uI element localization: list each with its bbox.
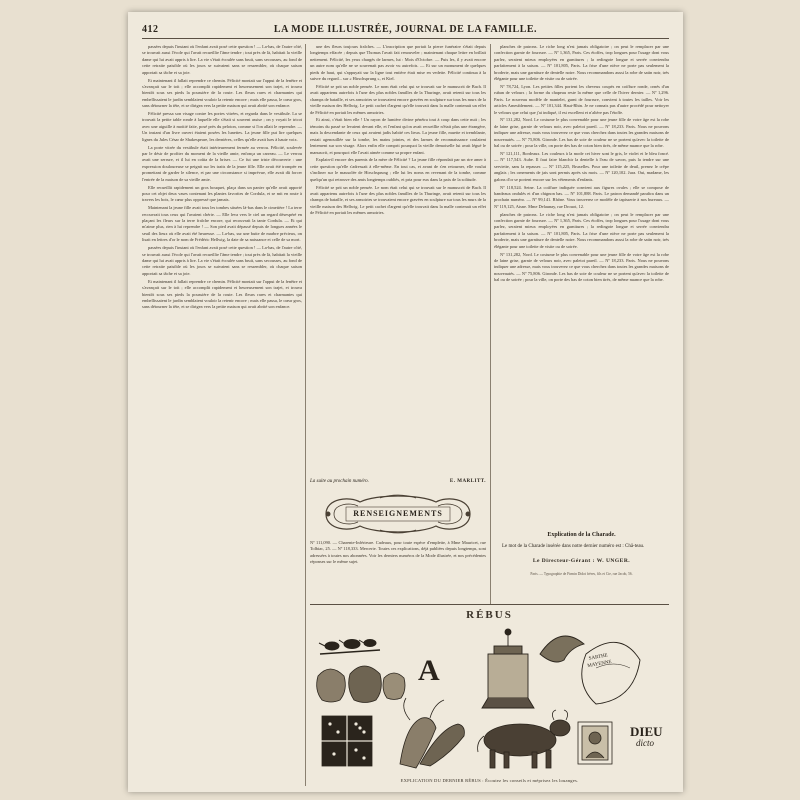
article-paragraph: Félicité se prit un noble pensée. Le nom était celui qui se trouvait sur le manuscrit de Bach. Il avait appartenu autrefois à l'une des plus nobles familles de la Thuringe, avait retenti sur tous les champs de bataille, et ses armoiries se trouvaient encore gravées en sculpture sur tous les murs de la vieille maison des Hellwig. Le petit cachet d'argent qu'elle trouvait dans la malle contenait un effet de Félicité en portait les mêmes armoiries. [310,83,486,115]
article-paragraph: Elle recueillit rapidement un gros bouquet, plaça dans un panier qu'elle avait apporté pour cet objet deux vases contenant les plantes favorites de Cordula, et se mit en route à travers les bois, le cœur plus oppressé que jamais. [142,184,302,203]
correspondence-column [494,44,669,556]
correspondence-paragraph: Nº 131,282, Nord. Le costume le plus convenable pour une jeune fille de votre âge est la robe de laine grise, garnie de velours noir, avec paletot pareil. — Nº 18,233. Paris. Nous ne pouvons indiquer une adresse, mais vous trouverez ce que vous cherchez dans toutes les grandes maisons de nouveautés. — Nº 75,806. Gironde. Les bas de soie de couleur ne se portent qu'avec la toilette de bal ou de soirée ; pour la ville, on porte des bas de coton bien tirés, de même nuance que la robe. [494,117,669,149]
rebus-dieu-word: DIEU [630,724,663,739]
article-signature [310,479,486,484]
director-line [494,558,669,565]
rebus-illustration [310,624,669,774]
portrait-icon [578,722,612,764]
rebus-drawing [310,624,669,774]
lamp-icon [482,629,534,708]
running-title: LA MODE ILLUSTRÉE, JOURNAL DE LA FAMILLE. [273,23,538,35]
renseignements-title: RENSEIGNEMENTS [353,508,443,518]
director-name: Le Directeur-Gérant : W. UNGER. [532,558,631,564]
rebus-letter: A [418,654,440,687]
article-paragraph: passées depuis l'instant où l'enfant avait posé cette question ! — La-bas, de l'autre côté, se trouvait aussi l'école qui l'avait recueillie l'âme tendre ; tout près de là, habitait la vieille dame qui lui avait appris à lire. La vie s'était écoulée sans bruit, sans secousses, au fond de cette retraite paisible où les jours se suivaient sans se ressembler, où chaque saison apportait sa tâche et sa joie. [142,44,302,75]
continued-note: La suite au prochain numéro. [310,479,369,484]
article-paragraph: La porte vitrée du vestibule était intérieurement fermée au verrou. Félicité, soulevée par le désir de profiter du moment de la vieille amie, enfonça un carreau. — Le verrou avait une serrure, et il lui en coûta de la briser. — Ce fut une triste découverte : une expression douloureuse se peignit sur les traits de la jeune fille. Elle avait été trompée en promettant de garder le silence, et par une circonstance si imprévue, elle avait dû forcer l'entrée de la maison de sa vieille amie. [142,144,302,182]
article-column-left [142,44,302,786]
author-name: E. MARLITT. [449,479,486,484]
article-paragraph: Et maintenant il fallait reprendre ce chemin. Félicité montait sur l'appui de la fenêtre et s'avançait sur le toit ; elle accomplit rapidement et heureusement son trajet, et trouva bientôt sous ses pieds la poussière de la route. Les fleurs rares et charmantes qui embellissaient le jardin semblaient vouloir la retenir encore ; mais elle passa, le cœur gros, sans détourner la tête, et se dirigea vers la petite maison qui avait abrité son enfance. [142,278,302,310]
charade-title: Explication de la Charade. [547,532,616,538]
charade-explanation [494,532,669,578]
article-paragraph: Et maintenant il fallait reprendre ce chemin. Félicité montait sur l'appui de la fenêtre et s'avançait sur le toit ; elle accomplit rapidement et heureusement son trajet, et trouva bientôt sous ses pieds la poussière de la route. Les fleurs rares et charmantes qui embellissaient le jardin semblaient vouloir la retenir encore ; mais elle passa, le cœur gros, sans détourner la tête, et se dirigea vers la petite maison qui avait abrité son enfance. [142,77,302,109]
section-divider [310,604,669,605]
article-paragraph: passées depuis l'instant où l'enfant avait posé cette question ! — La-bas, de l'autre côté, se trouvait aussi l'école qui l'avait recueillie l'âme tendre ; tout près de là, habitait la vieille dame qui lui avait appris à lire. La vie s'était écoulée sans bruit, sans secousses, au fond de cette retraite paisible où les jours se suivaient sans se ressembler, où chaque saison apportait sa tâche et sa joie. [142,245,302,276]
article-paragraph: Maintenant la jeune fille avait tous les tombes situées là-bas dans le cimetière ! La terre recouvrait tous ceux qui l'avaient chérie. — Elle leva vers le ciel un regard désespéré en plaçant les fleurs sur la terre fraîche encore, qui recouvrait la tante Cordula. — Et qui m'aime plus, rien à lui reprendre ! — Son pied avait dépassé depuis de longues années le seuil des lieux où elle avait été heureuse. — La-bas, sur une butte de marbre précieux, on lisait en lettres d'or le nom de Frédéric Hellwig, la date de sa naissance et celle de sa mort. [142,205,302,243]
article-paragraph: une des fleurs toujours fraîches. — L'inscription que portait la pierre funéraire s'était depuis longtemps effacée ; depuis que Thomas l'avait fait renouveler ; maintenant chaque lettre en brillait nettement. Félicité, les yeux chargés de larmes, lut : Mois d'Octobre. — Puis les, il y avait encore un autre nom qu'elle ne se souvenait pas avoir vu autrefois. — Et sur un monument de quelques pieds de haut, qui s'appuyait sur la ligne tout entière était mise en vedette. Félicité continua à la suivre du regard... sur « Hirschsprung », et Kiel. [310,44,486,82]
birds-icon [319,640,380,655]
rebus-caption: EXPLICATION DU DERNIER RÉBUS : Écoutez les conseils et méprisez les louanges. [400,778,579,783]
column-divider [490,44,491,604]
correspondence-paragraph: Nº 121,111, Bordeaux. Les couleurs à la mode cet hiver sont le gris, le violet et le bleu foncé. — Nº 117,543. Aube. Il faut faire blanchir la dentelle à l'eau de savon, puis la tendre sur une serviette, sans la repasser. — Nº 115,225, Bruxelles. Pour une toilette de deuil, prenez le crêpe anglais ; les ornements de jais sont permis après six mois. — Nº 120,102. Jura. Oui, madame, les galons d'or se portent encore sur les vêtements d'enfants. [494,151,669,182]
renseignements-banner [320,492,476,536]
running-header [142,20,669,39]
plant-icon [400,698,464,768]
article-column-middle [310,44,486,504]
article-paragraph: Explain-il encore des parents de la mère de Félicité ? La jeune fille répondait par un rire amer à cette question qu'elle s'adressait à elle-même. En tout cas, et avant de s'en retourner, elle voulut s'incliner sur le mausolée de Hirschsprung ; elle lut les noms en revenant de la tombe, comme quelqu'un qui retrouve des amis longtemps oubliés, et pria pour eux dans la paix de la solitude. [310,157,486,182]
sacks-icon [317,666,405,703]
printer-line: Paris. — Typographie de Firmin Didot frères, fils et Cie, rue Jacob, 56. [530,572,633,576]
correspondence-paragraph: Nº 131,282, Nord. Le costume le plus convenable pour une jeune fille de votre âge est la robe de laine grise, garnie de velours noir, avec paletot pareil. — Nº 18,233. Paris. Nous ne pouvons indiquer une adresse, mais vous trouverez ce que vous cherchez dans toutes les grandes maisons de nouveautés. — Nº 75,806. Gironde. Les bas de soie de couleur ne se portent qu'avec la toilette de bal ou de soirée ; pour la ville, on porte des bas de coton bien tirés, de même nuance que la robe. [494,251,669,283]
correspondence-paragraph: planches de patrons. Le riche long n'est jamais obligatoire ; on peut le remplacer par une confection garnie de fourrure. — Nº 1,365, Paris. Ces étoffes, trop longues pour l'usage dont vous parlez, seraient mieux employées en garnitures ; la redingote longue et serrée conviendra parfaitement à la saison. — Nº 101,805, Paris. La frise d'une nièce ne porte pas seulement la broderie, mais une garniture de dentelle noire. Nous recommandons aussi la robe de satin noir, très élégante pour une toilette de visite ou de soirée. [494,44,669,82]
charade-text: Le mot de la Charade insérée dans notre dernier numéro est : Châ-teau. [502,544,645,549]
renseignements-text: Nº 111,090. — Charente-Inférieure. Cadeaux, pour toute espèce d'emplette, à Mme Mauricet, rue Tolbiac, 25. — Nº 118,333. Mercerie. Toutes ces explications, déjà publiées depuis longtemps, sont adressées à toutes nos abonnées. Voir les derniers numéros de la Mode illustrée, et nos précédentes réponses sur le même sujet. [310,540,486,565]
correspondence-paragraph: Nº 78,724, Lyon. Les petites filles portent les cheveux coupés en coiffure ronde, ornés d'un ruban de velours ; la forme du chapeau reste la même que celle de l'hiver dernier. — Nº 1,296. Paris. Le nouveau modèle de mantelet, garni de fourrure, convient à toutes les tailles. Voir les articles Ameublement. — Nº 101,344. Haut-Rhin. Je ne connais pas d'autre procédé pour nettoyer le velours que celui que j'ai indiqué, il est excellent et n'altère pas l'étoffe. [494,83,669,115]
page-number: 412 [142,23,159,35]
rebus-title: RÉBUS [466,609,513,621]
article-paragraph: Félicité se prit un noble pensée. Le nom était celui qui se trouvait sur le manuscrit de Bach. Il avait appartenu autrefois à l'une des plus nobles familles de la Thuringe, avait retenti sur tous les champs de bataille, et ses armoiries se trouvaient encore gravées en sculpture sur tous les murs de la vieille maison des Hellwig. Le petit cachet d'argent qu'elle trouvait dans la malle contenait un effet de Félicité en portait les mêmes armoiries. [310,184,486,216]
article-paragraph: Et ainsi, c'était bien elle ! Un rayon de lumière divine pénétra tout à coup dans cette nuit ; les témoins du passé se levaient devant elle, et l'enfant qu'on avait recueillie n'était plus une étrangère, mais la descendante de ceux qui avaient jadis habité ces lieux. La jeune fille, muette et tremblante, restait agenouillée sur la tombe, les mains jointes, et des larmes de reconnaissance coulaient lentement sur son visage. Alors enfin elle comprit pourquoi la vieille demoiselle lui avait légué le manuscrit, et pourquoi elle l'avait aimée comme sa propre enfant. [310,117,486,155]
rebus-dicto-word: dicto [636,738,654,748]
column-divider [305,44,306,786]
dominoes-icon [322,716,372,766]
horn-icon [540,636,584,662]
article-paragraph: Félicité pressa son visage contre les portes vitrées, et regarda dans le vestibule. La se trouvait la petite table ronde à laquelle elle s'était si souvent assise ; on y voyait le tricot avec une aiguille à moitié faite, posé près du peloton, comme si l'on allait le reprendre. — Un instant d'un livre ouvert étaient posées les lunettes. La jeune fille put lire quelques lignes du Jules César de Shakespeare, les dernières, celles qu'elle avait lues à haute voix. [142,111,302,142]
newspaper-page [128,12,683,792]
correspondence-paragraph: Nº 118,524. Seine. La coiffure indiquée convient aux figures ovales ; elle se compose de bandeaux ondulés et d'un chignon bas. — Nº 101,888. Paris. Le patron demandé paraîtra dans un prochain numéro. — Nº 99,141. Rhône. Vous trouverez ce modèle de tapisserie à nos bureaux. — Nº 119,125, Aisne. Mme Delaunay, rue Drouot, 12. [494,184,669,209]
correspondence-paragraph: planches de patrons. Le riche long n'est jamais obligatoire ; on peut le remplacer par une confection garnie de fourrure. — Nº 1,365, Paris. Ces étoffes, trop longues pour l'usage dont vous parlez, seraient mieux employées en garnitures ; la redingote longue et serrée conviendra parfaitement à la saison. — Nº 101,805, Paris. La frise d'une nièce ne porte pas seulement la broderie, mais une garniture de dentelle noire. Nous recommandons aussi la robe de satin noir, très élégante pour une toilette de visite ou de soirée. [494,211,669,249]
rebus-sign-text: SARTHE MAYENNE [587,653,613,670]
ox-icon [478,710,570,768]
